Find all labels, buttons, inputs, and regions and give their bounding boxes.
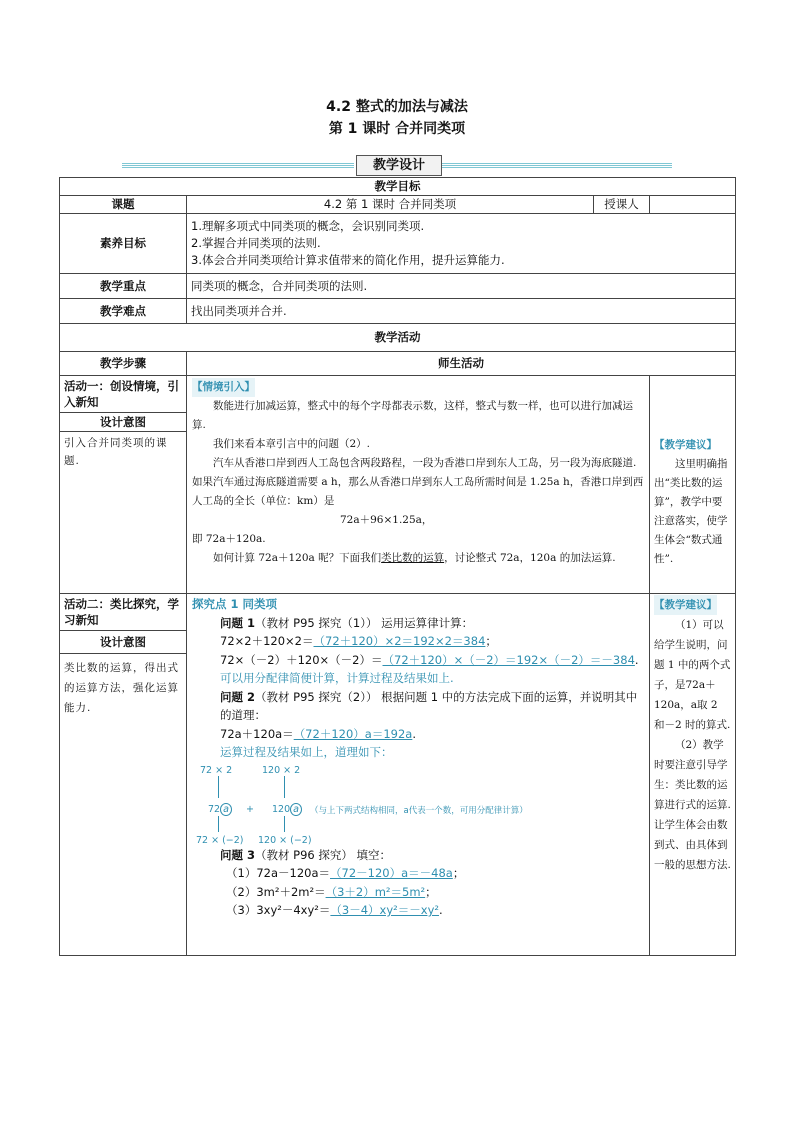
q1-line-1: 72×2＋120×2＝（72＋120）×2＝192×2＝384； (220, 634, 497, 648)
act1-paragraph-4: 即 72a＋120a. (192, 533, 266, 545)
q3-line-3: （3）3xy²－4xy²＝（3－4）xy²＝－xy². (226, 903, 443, 917)
q3-1-answer: （72－120）a＝－48a (330, 866, 453, 880)
q1-l1-answer: （72＋120）×2＝192×2＝384 (313, 634, 486, 648)
act1-formula: 72a＋96×1.25a， (340, 514, 433, 526)
literacy-label: 素养目标 (60, 214, 187, 274)
teacher-label: 授课人 (594, 196, 650, 214)
lesson-plan-table (59, 177, 736, 956)
activity-2-advice (650, 594, 736, 956)
activity-header: 教学活动 (60, 324, 736, 352)
q2-text: （教材 P95 探究（2）） 根据问题 1 中的方法完成下面的运算，并说明其中的道理： (220, 689, 638, 722)
diagram-arrow-down-right (284, 816, 285, 832)
diagram-bottom-left: 72 × (−2) (196, 834, 244, 846)
q1-l2-answer: （72＋120）×（－2）＝192×（－2）＝－384 (382, 652, 635, 667)
activity-2-content (187, 594, 650, 956)
activity-1-content (187, 376, 650, 594)
scenario-tag: 【情境引入】 (192, 378, 255, 397)
q3-text: （教材 P96 探究） 填空： (255, 847, 392, 862)
act1-p5-c: ，讨论整式 72a，120a 的加法运算. (444, 552, 616, 564)
act1-paragraph-3: 汽车从香港口岸到西人工岛包含两段路程，一段为香港口岸到东人工岛，另一段为海底隧道.如果汽车通过海底隧道需要 a h，那么从香港口岸到东人工岛所需时间是 1.25a h，香港口岸到西人工岛的全长（单位：km）是 (192, 457, 644, 507)
section-banner (122, 155, 672, 175)
banner-stripe-left (122, 162, 354, 168)
teacher-value[interactable] (650, 196, 736, 214)
banner-label: 教学设计 (356, 155, 442, 176)
act1-paragraph-5 (192, 549, 644, 568)
q2-note: 运算过程及结果如上，道理如下： (220, 745, 393, 759)
diagram-top-right: 120 × 2 (262, 764, 301, 776)
question-1 (192, 614, 644, 633)
q3-2-answer: （3＋2）m²＝5m² (325, 884, 426, 899)
literacy-goals (187, 214, 736, 274)
diagram-plus: + (246, 803, 254, 815)
q1-line-2: 72×（－2）＋120×（－2）＝（72＋120）×（－2）＝192×（－2）＝－384. (220, 652, 639, 667)
q2-l1-answer: （72＋120）a＝192a (293, 726, 413, 741)
q3-line-2: （2）3m²＋2m²＝（3＋2）m²＝5m²； (226, 884, 437, 899)
q2-label: 问题 2 (220, 689, 256, 704)
q1-label: 问题 1 (220, 615, 256, 630)
activity-1-design-text: 引入合并同类项的课题. (64, 437, 168, 467)
q3-3-answer: （3－4）xy²＝－xy² (330, 903, 439, 917)
banner-stripe-right (442, 162, 672, 168)
q3-2-expr: （2）3m²＋2m²＝ (226, 884, 326, 899)
q3-label: 问题 3 (220, 847, 256, 862)
diagram-a-circle-left: a (220, 803, 232, 816)
q2-l1-expr: 72a＋120a＝ (220, 726, 294, 741)
act1-p5-a: 如何计算 72a＋120a 呢？下面我们 (213, 552, 382, 564)
diagram-top-left: 72 × 2 (200, 764, 233, 776)
activity-1-advice (650, 376, 736, 594)
lesson-subtitle: 第 1 课时 合并同类项 (328, 121, 466, 137)
activity-2-steps-cell (60, 594, 187, 956)
act1-paragraph-2: 我们来看本章引言中的问题（2）. (213, 438, 371, 450)
act2-advice-1: （1）可以给学生说明，问题 1 中的两个式子，是72a＋120a，a取 2 和－2 时的算式. (654, 619, 731, 731)
diagram-mid-right: 120 a (272, 801, 302, 820)
topic-label: 课题 (60, 196, 187, 214)
q3-1-expr: （1）72a－120a＝ (226, 866, 330, 880)
steps-label: 教学步骤 (60, 352, 187, 376)
distributive-diagram (192, 762, 644, 846)
explore-point-1: 探究点 1 同类项 (192, 597, 278, 611)
diagram-note: （与上下两式结构相同，a代表一个数，可用分配律计算） (310, 805, 528, 816)
act2-advice-2: （2）教学时要注意引导学生：类比数的运算进行式的运算.让学生体会由数到式、由具体到一般的思想方法. (654, 739, 731, 871)
difficulty-label: 教学难点 (60, 299, 187, 324)
difficulty-value: 找出同类项并合并. (187, 299, 736, 324)
q3-3-expr: （3）3xy²－4xy²＝ (226, 903, 331, 917)
literacy-goal-1: 1.理解多项式中同类项的概念，会识别同类项. (191, 219, 425, 233)
key-point-value: 同类项的概念，合并同类项的法则. (187, 274, 736, 299)
diagram-mid-left: 72 a (208, 801, 232, 820)
literacy-goal-3: 3.体会合并同类项给计算求值带来的简化作用，提升运算能力. (191, 253, 505, 267)
diagram-bottom-right: 120 × (−2) (258, 834, 312, 846)
q3-line-1: （1）72a－120a＝（72－120）a＝－48a； (226, 866, 465, 880)
q1-l2-expr: 72×（－2）＋120×（－2）＝ (220, 652, 383, 667)
goals-header: 教学目标 (60, 178, 736, 196)
q2-line-1: 72a＋120a＝（72＋120）a＝192a. (220, 726, 416, 741)
activity-1-steps-cell (60, 376, 187, 594)
q1-text: （教材 P95 探究（1）） 运用运算律计算： (255, 615, 474, 630)
diagram-arrow-up-left (218, 776, 219, 798)
act1-advice-text: 这里明确指出“类比数的运算”，教学中要注意落实，使学生体会“数式通性”. (654, 458, 728, 565)
diagram-a-circle-right: a (290, 803, 302, 816)
question-2 (192, 688, 644, 725)
key-point-label: 教学重点 (60, 274, 187, 299)
q1-note: 可以用分配律简便计算，计算过程及结果如上. (220, 671, 454, 685)
activity-1-design-label: 设计意图 (60, 413, 186, 432)
teacher-student-label: 师生活动 (187, 352, 736, 376)
document-title: 4.2 整式的加法与减法 (326, 99, 468, 115)
act1-paragraph-1: 数能进行加减运算，整式中的每个字母都表示数，这样，整式与数一样，也可以进行加减运算. (192, 400, 633, 431)
act1-advice-tag: 【教学建议】 (654, 439, 717, 451)
diagram-arrow-down-left (218, 816, 219, 832)
topic-value: 4.2 第 1 课时 合并同类项 (187, 196, 594, 214)
activity-2-name: 活动二：类比探究，学习新知 (60, 594, 186, 631)
activity-2-design-text: 类比数的运算，得出式的运算方法，强化运算能力. (64, 662, 179, 714)
activity-1-name: 活动一：创设情境，引入新知 (60, 376, 186, 413)
act1-p5-analogy: 类比数的运算 (381, 552, 445, 564)
q1-l1-expr: 72×2＋120×2＝ (220, 634, 314, 648)
literacy-goal-2: 2.掌握合并同类项的法则. (191, 236, 321, 250)
act2-advice-tag: 【教学建议】 (654, 595, 717, 615)
diagram-arrow-up-right (284, 776, 285, 798)
activity-2-design-label: 设计意图 (60, 631, 186, 654)
